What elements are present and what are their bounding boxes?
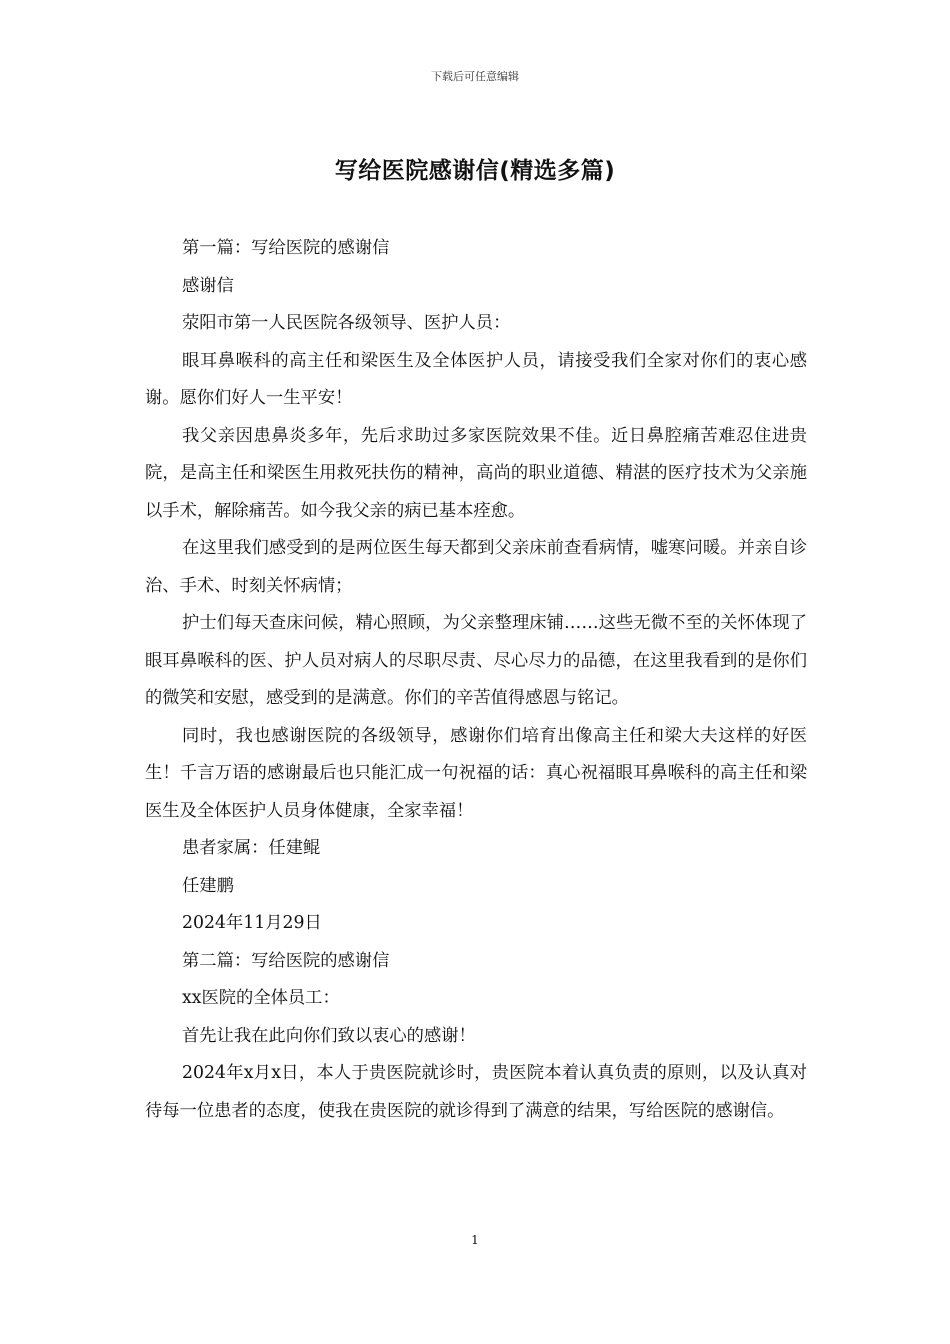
paragraph: 2024年x月x日，本人于贵医院就诊时，贵医院本着认真负责的原则，以及认真对待每一位患者的态度，使我在贵医院的就诊得到了满意的结果，写给医院的感谢信。 xyxy=(145,1063,807,1121)
header-note: 下载后可任意编辑 xyxy=(431,70,519,83)
document-title: 写给医院感谢信(精选多篇) xyxy=(334,158,616,184)
signature-line: 患者家属：任建鲲 xyxy=(182,838,321,858)
letter-title: 感谢信 xyxy=(182,275,234,296)
page-number: 1 xyxy=(471,1233,479,1247)
letter-salutation: xx医院的全体员工： xyxy=(182,988,340,1008)
section-heading-1: 第一篇：写给医院的感谢信 xyxy=(182,238,390,258)
section-heading-2: 第二篇：写给医院的感谢信 xyxy=(182,950,390,971)
letter-salutation: 荥阳市第一人民医院各级领导、医护人员： xyxy=(182,313,511,333)
paragraph: 首先让我在此向你们致以衷心的感谢！ xyxy=(182,1025,476,1046)
letter-date: 2024年11月29日 xyxy=(182,913,322,933)
signature-line: 任建鹏 xyxy=(182,875,234,896)
paragraph: 同时，我也感谢医院的各级领导，感谢你们培育出像高主任和梁大夫这样的好医生！千言万语的感谢最后也只能汇成一句祝福的话：真心祝福眼耳鼻喉科的高主任和梁医生及全体医护人员身体健康，全家幸福！ xyxy=(145,725,807,821)
paragraph: 我父亲因患鼻炎多年，先后求助过多家医院效果不佳。近日鼻腔痛苦难忍住进贵院，是高主任和梁医生用救死扶伤的精神，高尚的职业道德、精湛的医疗技术为父亲施以手术，解除痛苦。如今我父亲的病已基本痊愈。 xyxy=(145,425,807,521)
paragraph: 眼耳鼻喉科的高主任和梁医生及全体医护人员，请接受我们全家对你们的衷心感谢。愿你们好人一生平安！ xyxy=(145,350,807,408)
paragraph: 护士们每天查床问候，精心照顾，为父亲整理床铺……这些无微不至的关怀体现了眼耳鼻喉科的医、护人员对病人的尽职尽责、尽心尽力的品德，在这里我看到的是你们的微笑和安慰，感受到的是满意。你们的辛苦值得感恩与铭记。 xyxy=(145,613,807,708)
paragraph: 在这里我们感受到的是两位医生每天都到父亲床前查看病情，嘘寒问暖。并亲自诊治、手术、时刻关怀病情； xyxy=(145,538,807,596)
document-body xyxy=(145,230,807,1130)
